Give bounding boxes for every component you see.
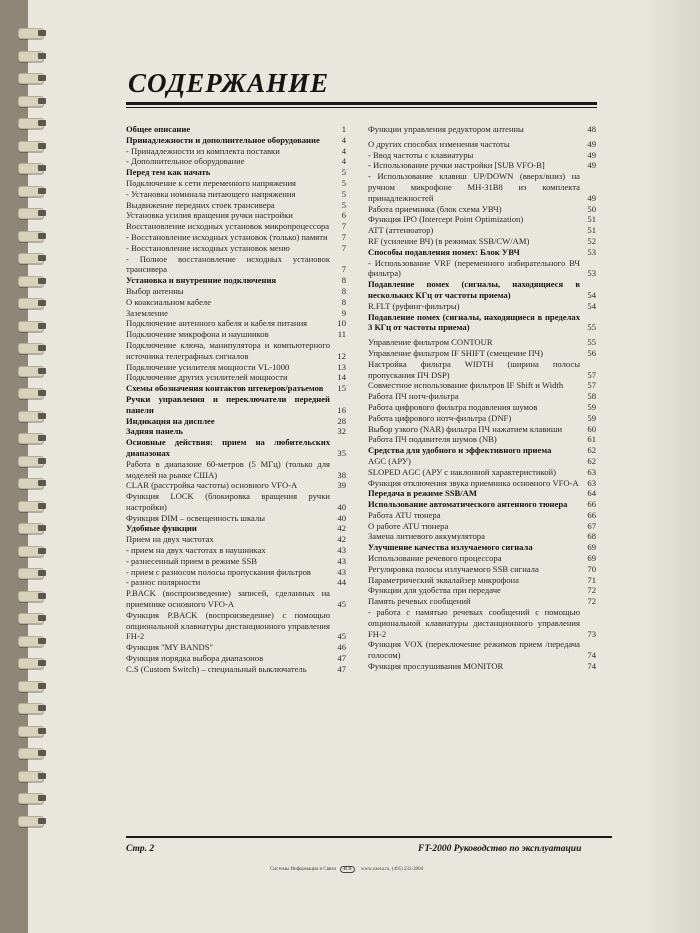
toc-entry-page: 74 [587,661,596,672]
toc-entry-page: 7 [341,242,346,253]
toc-entry-page: 51 [587,225,596,236]
toc-entry-page: 63 [587,466,596,477]
toc-entry-page: 58 [587,391,596,402]
toc-entry-page: 10 [337,318,346,329]
punch-hole [38,210,46,216]
toc-entry [126,178,346,189]
punch-hole [38,615,46,621]
title-rule [126,102,597,105]
toc-entry-page: 46 [337,642,346,653]
toc-entry-page: 9 [341,307,346,318]
toc-entry-page: 49 [587,149,596,160]
toc-entry-title: Работа в диапазоне 60-метров (5 МГц) (только для моделей на рынке США) [126,458,330,480]
toc-entry-page: 53 [587,268,596,279]
toc-entry [126,297,346,308]
toc-entry-page: 44 [337,577,346,588]
toc-entry [126,167,346,178]
punch-hole [38,750,46,756]
toc-entry [368,359,596,381]
imprint-left-text: Системы Информации и Связи [270,867,336,872]
toc-entry-page: 72 [587,596,596,607]
punch-hole [38,435,46,441]
toc-entry [368,124,596,135]
toc-entry [126,308,346,319]
toc-entry [126,459,346,481]
toc-entry-title: Функция LOCK (блокировка вращения ручки настройки) [126,491,330,512]
punch-hole [38,458,46,464]
toc-entry-title: - прием с разносом полосы пропускания фильтров [126,566,311,577]
punch-hole [38,480,46,486]
toc-entry [126,664,346,675]
toc-entry-page: 43 [337,545,346,556]
toc-entry-title: P.BACK (воспроизведение) записей, сделанных на приемнике основного VFO-A [126,588,330,610]
footer-rule [126,836,612,838]
toc-entry-page: 49 [587,192,596,203]
toc-entry [368,607,596,639]
toc-entry-page: 28 [337,415,346,426]
toc-entry-title: Подключение микрофона и наушников [126,329,269,340]
toc-entry-title: - прием на двух частотах в наушниках [126,545,266,556]
toc-entry-title: Работа приемника (блок схема УВЧ) [368,203,502,214]
toc-entry-title: Общее описание [126,124,191,134]
punch-hole [38,593,46,599]
toc-entry-title: CLAR (расстройка частоты) основного VFO-A [126,480,298,491]
toc-entry [368,478,596,489]
toc-entry [368,531,596,542]
toc-entry [368,424,596,435]
toc-entry-title: Использование автоматического антенного тюнера [368,499,568,510]
punch-hole [38,638,46,644]
toc-entry [368,521,596,532]
toc-entry [126,513,346,524]
punch-hole [38,773,46,779]
toc-entry [126,577,346,588]
toc-entry [368,247,596,258]
toc-entry-page: 68 [587,531,596,542]
toc-entry [368,639,596,661]
toc-entry-title: Задняя панель [126,426,183,437]
toc-entry [126,480,346,491]
toc-entry-page: 69 [587,542,596,553]
toc-entry [126,200,346,211]
toc-entry-title: Перед тем как начать [126,167,211,178]
toc-entry [126,362,346,373]
toc-entry-page: 62 [587,445,596,456]
toc-entry-page: 11 [337,329,346,340]
toc-entry-title: О других способах изменения частоты [368,138,510,149]
toc-entry [368,596,596,607]
toc-entry [126,491,346,513]
punch-hole [38,323,46,329]
toc-entry-title: Установка усилия вращения ручки настройки [126,210,293,221]
toc-entry-title: RF (усиление ВЧ) (в режимах SSB/CW/AM) [368,235,530,246]
toc-entry [126,156,346,167]
toc-entry-title: Функция P.BACK (воспроизведение) с помощью опциональной клавиатуры дистанционного управления FH-2 [126,609,330,642]
toc-entry-page: 50 [587,203,596,214]
toc-entry-page: 15 [337,383,346,394]
toc-entry [368,434,596,445]
toc-entry-page: 4 [341,156,346,167]
punch-hole [38,548,46,554]
toc-entry [368,160,596,171]
toc-entry-title: - Использование VRF (переменного избирательного ВЧ фильтра) [368,257,580,279]
toc-entry [368,171,596,203]
toc-entry-title: Подключение других усилителей мощности [126,372,288,383]
toc-entry-page: 1 [341,124,346,134]
toc-entry-page: 56 [587,347,596,358]
toc-entry-title: Подавление помех (сигналы, находящиеся в нескольких КГц от частоты приема) [368,279,580,300]
toc-entry [368,380,596,391]
toc-entry-page: 12 [337,350,346,361]
toc-entry [126,340,346,362]
toc-entry [368,391,596,402]
toc-entry-title: Работа цифрового фильтра подавления шумов [368,401,538,412]
toc-entry [126,394,346,416]
toc-entry-title: Функции управления редуктором антенны [368,124,524,134]
punch-hole [38,165,46,171]
toc-entry [368,312,596,334]
toc-entry-page: 45 [337,599,346,610]
toc-entry-title: Передача в режиме SSB/AM [368,488,477,499]
toc-entry-title: О работе ATU тюнера [368,520,449,531]
toc-entry-title: Использование речевого процессора [368,553,502,564]
toc-entry-title: ATT (аттенюатор) [368,225,434,236]
toc-entry [126,545,346,556]
punch-hole [38,143,46,149]
punch-hole [38,98,46,104]
toc-entry [368,553,596,564]
punch-hole [38,413,46,419]
toc-entry-page: 59 [587,412,596,423]
toc-entry [126,567,346,578]
toc-entry-title: Выбор узкого (NAR) фильтра ПЧ нажатием клавиши [368,423,563,434]
toc-entry-page: 39 [337,480,346,491]
toc-entry-page: 40 [337,501,346,512]
toc-entry [368,456,596,467]
toc-entry [368,301,596,312]
toc-entry-page: 5 [341,167,346,178]
toc-entry [126,189,346,200]
toc-entry [368,499,596,510]
toc-entry [368,575,596,586]
toc-entry-title: Улучшение качества излучаемого сигнала [368,542,533,553]
toc-entry-title: Замена литиевого аккумулятора [368,531,485,542]
punch-hole [38,255,46,261]
toc-entry [126,523,346,534]
toc-entry-page: 47 [337,663,346,674]
toc-entry [368,348,596,359]
punch-hole [38,300,46,306]
toc-entry-page: 71 [587,574,596,585]
punch-hole [38,53,46,59]
toc-entry [126,556,346,567]
title-rule-thin [126,107,597,108]
punch-hole [38,683,46,689]
toc-entry [126,653,346,664]
toc-entry-page: 42 [337,534,346,545]
toc-entry-page: 38 [337,469,346,480]
toc-entry-page: 69 [587,553,596,564]
toc-left-column [126,124,346,675]
toc-entry-title: Выдвижение передних стоек трансивера [126,199,275,210]
toc-entry [368,214,596,225]
toc-entry [126,426,346,437]
toc-entry-page: 49 [587,138,596,149]
toc-entry [368,413,596,424]
toc-entry-page: 59 [587,401,596,412]
toc-entry-page: 8 [341,296,346,307]
toc-entry-page: 57 [587,380,596,391]
toc-entry-page: 35 [337,447,346,458]
toc-entry-title: - разнесенный прием в режиме SSB [126,555,258,566]
toc-entry-title: Подавление помех (сигналы, находящиеся в пределах 3 КГц от частоты приема) [368,311,580,333]
toc-entry-page: 54 [587,300,596,311]
toc-entry-page: 8 [341,285,346,296]
toc-entry-title: R.FLT (руфинг-фильтры) [368,300,460,311]
toc-entry-title: Схемы обозначения контактов штекеров/разъемов [126,383,324,394]
toc-entry-title: - Принадлежности из комплекта поставки [126,145,280,156]
toc-entry [368,150,596,161]
toc-entry-page: 5 [341,199,346,210]
toc-entry-title: - Восстановление исходных установок меню [126,242,290,253]
toc-entry-title: Ручки управления и переключатели передней панели [126,393,330,415]
toc-entry [368,445,596,456]
toc-entry-page: 4 [341,134,346,145]
toc-entry-title: О коаксиальном кабеле [126,296,212,307]
toc-entry-page: 55 [587,337,596,348]
toc-entry-title: Восстановление исходных установок микропроцессора [126,221,330,232]
toc-entry [126,329,346,340]
toc-entry [368,225,596,236]
toc-entry-title: Подключение к сети переменного напряжения [126,177,297,188]
toc-entry [126,275,346,286]
toc-entry [126,254,346,276]
toc-entry-title: Подключение ключа, манипулятора и компьютерного источника телеграфных сигналов [126,339,330,361]
punch-hole [38,188,46,194]
toc-entry-title: Средства для удобного и эффективного приема [368,445,552,456]
toc-entry [126,610,346,642]
toc-right-column [368,124,596,672]
toc-entry-page: 60 [587,423,596,434]
toc-entry-page: 5 [341,177,346,188]
toc-entry-title: Функция IPO (Intercept Point Optimization) [368,214,524,225]
toc-entry-title: Управление фильтром CONTOUR [368,337,493,348]
toc-entry [368,564,596,575]
toc-entry [368,402,596,413]
toc-entry-title: Память речевых сообщений [368,596,471,607]
toc-entry-title: Управление фильтром IF SHIFT (смещение ПЧ) [368,347,544,358]
toc-entry-title: Заземление [126,307,168,318]
toc-entry-page: 16 [337,404,346,415]
toc-entry [126,146,346,157]
toc-entry-title: Работа цифрового нотч-фильтра (DNF) [368,412,512,423]
toc-entry-page: 45 [337,631,346,642]
toc-entry-page: 63 [587,477,596,488]
punch-hole [38,728,46,734]
toc-entry-title: - разнос полярности [126,577,201,588]
toc-entry [126,642,346,653]
toc-entry [126,372,346,383]
toc-entry-title: - Дополнительное оборудование [126,156,245,167]
punch-hole [38,818,46,824]
toc-entry [126,124,346,135]
toc-entry-title: Подключение усилителя мощности VL-1000 [126,361,290,372]
toc-entry-title: SLOPED AGC (АРУ с наклонной характеристикой) [368,466,556,477]
toc-entry [126,135,346,146]
toc-entry [126,243,346,254]
toc-entry-title: C.S (Custom Switch) – специальный выключатель [126,663,307,674]
toc-entry [126,588,346,610]
toc-entry-page: 54 [587,289,596,300]
punch-hole [38,120,46,126]
toc-entry-page: 62 [587,455,596,466]
punch-hole [38,345,46,351]
toc-entry [368,661,596,672]
toc-entry-page: 53 [587,246,596,257]
punch-hole [38,278,46,284]
toc-entry-page: 61 [587,434,596,445]
toc-entry-page: 43 [337,566,346,577]
toc-entry [368,236,596,247]
toc-entry-title: Функция отключения звука приемника основного VFO-A [368,477,579,488]
toc-entry-page: 49 [587,160,596,171]
toc-entry-page: 7 [341,264,346,275]
toc-entry-title: - Установка номинала питающего напряжения [126,188,296,199]
toc-entry-title: Основные действия: прием на любительских диапазонах [126,437,330,458]
toc-entry-title: Настройка фильтра WIDTH (ширина полосы пропускания ПЧ DSP) [368,358,580,380]
toc-entry-page: 52 [587,235,596,246]
toc-entry [368,510,596,521]
toc-entry-title: Способы подавления помех: Блок УВЧ [368,246,520,257]
punch-hole [38,390,46,396]
toc-entry-title: Функция прослушивания MONITOR [368,661,504,672]
toc-entry [126,416,346,427]
toc-entry-title: - Восстановление исходных установок (только) памяти [126,231,328,242]
punch-hole [38,570,46,576]
toc-entry-page: 7 [341,221,346,232]
toc-entry-page: 66 [587,499,596,510]
toc-entry-page: 51 [587,214,596,225]
punch-hole [38,30,46,36]
toc-entry-title: - Использование ручки настройки [SUB VFO-B] [368,160,545,171]
toc-entry-page: 55 [587,322,596,333]
toc-entry [368,204,596,215]
toc-entry-title: Совместное использование фильтров IF Shift и Width [368,380,564,391]
toc-entry [368,337,596,348]
toc-entry-page: 5 [341,188,346,199]
toc-entry [368,467,596,478]
page-number: Стр. 2 [126,844,155,854]
toc-entry-title: - Ввод частоты с клавиатуры [368,149,474,160]
toc-entry-title: - Полное восстановление исходных установок трансивера [126,253,330,275]
toc-entry-page: 67 [587,520,596,531]
toc-entry [126,232,346,243]
toc-entry-page: 8 [341,275,346,286]
toc-entry [126,318,346,329]
toc-entry [126,210,346,221]
toc-entry [368,488,596,499]
toc-entry [126,221,346,232]
toc-entry-title: Выбор антенны [126,285,184,296]
toc-entry-page: 48 [587,124,596,134]
toc-entry-title: Работа ПЧ подавителя шумов (NB) [368,434,497,445]
toc-entry-title: Установка и внутренние подключения [126,275,277,286]
toc-entry-page: 72 [587,585,596,596]
toc-entry-page: 6 [341,210,346,221]
punch-hole [38,233,46,239]
toc-entry [368,585,596,596]
toc-entry-title: Функция DIM – освещенность шкалы [126,512,266,523]
punch-hole [38,705,46,711]
toc-entry-title: Работа ATU тюнера [368,509,441,520]
toc-entry-page: 32 [337,426,346,437]
toc-entry-title: Индикация на дисплее [126,415,215,426]
imprint-right-text: www.yaesu.ru, (495) 232-2004 [360,867,424,872]
toc-entry [368,279,596,301]
toc-entry-title: Функции для удобства при передаче [368,585,501,596]
punch-hole [38,660,46,666]
toc-entry-title: - работа с памятью речевых сообщений с помощью опциональной клавиатуры дистанционного управления FH-2 [368,607,580,639]
toc-entry [368,139,596,150]
toc-entry-page: 47 [337,653,346,664]
toc-entry-title: AGC (АРУ) [368,455,411,466]
page-shadow [640,0,700,933]
toc-entry-page: 13 [337,361,346,372]
toc-entry-title: Функция порядка выбора диапазонов [126,653,264,664]
toc-entry-page: 4 [341,145,346,156]
toc-entry-page: 57 [587,369,596,380]
toc-entry-page: 40 [337,512,346,523]
toc-entry-title: - Использование клавиш UP/DOWN (вверх/вниз) на ручном микрофоне MH-31B8 из комплекта принадлежностей [368,171,580,203]
toc-entry-page: 66 [587,509,596,520]
toc-entry-title: Подключение антенного кабеля и кабеля питания [126,318,308,329]
toc-entry-page: 43 [337,555,346,566]
toc-entry-page: 73 [587,628,596,639]
toc-entry-title: Функция VOX (переключение режимов прием /передача голосом) [368,639,580,661]
manual-title: FT-2000 Руководство по эксплуатации [418,844,582,854]
ics-logo: ICS [340,866,354,873]
toc-entry-title: Удобные функции [126,523,197,534]
toc-entry-page: 7 [341,231,346,242]
toc-entry [126,383,346,394]
toc-entry-page: 42 [337,523,346,534]
punch-hole [38,503,46,509]
punch-hole [38,368,46,374]
toc-entry-title: Регулировка полосы излучаемого SSB сигнала [368,563,539,574]
toc-entry [126,534,346,545]
page-title: СОДЕРЖАНИЕ [128,68,330,98]
toc-entry-page: 14 [337,372,346,383]
toc-entry-title: Параметрический эквалайзер микрофона [368,574,519,585]
toc-entry-title: Работа ПЧ нотч-фильтра [368,391,459,402]
toc-entry-title: Принадлежности и дополнительное оборудование [126,134,320,145]
toc-entry-page: 64 [587,488,596,499]
publisher-imprint [270,866,423,873]
toc-entry [126,437,346,459]
toc-entry [126,286,346,297]
toc-entry-page: 74 [587,650,596,661]
toc-entry [368,258,596,280]
punch-hole [38,795,46,801]
toc-entry-page: 70 [587,563,596,574]
toc-entry-title: Прием на двух частотах [126,534,214,545]
toc-entry [368,542,596,553]
punch-hole [38,525,46,531]
punch-hole [38,75,46,81]
toc-entry-title: Функция "MY BANDS" [126,642,213,653]
